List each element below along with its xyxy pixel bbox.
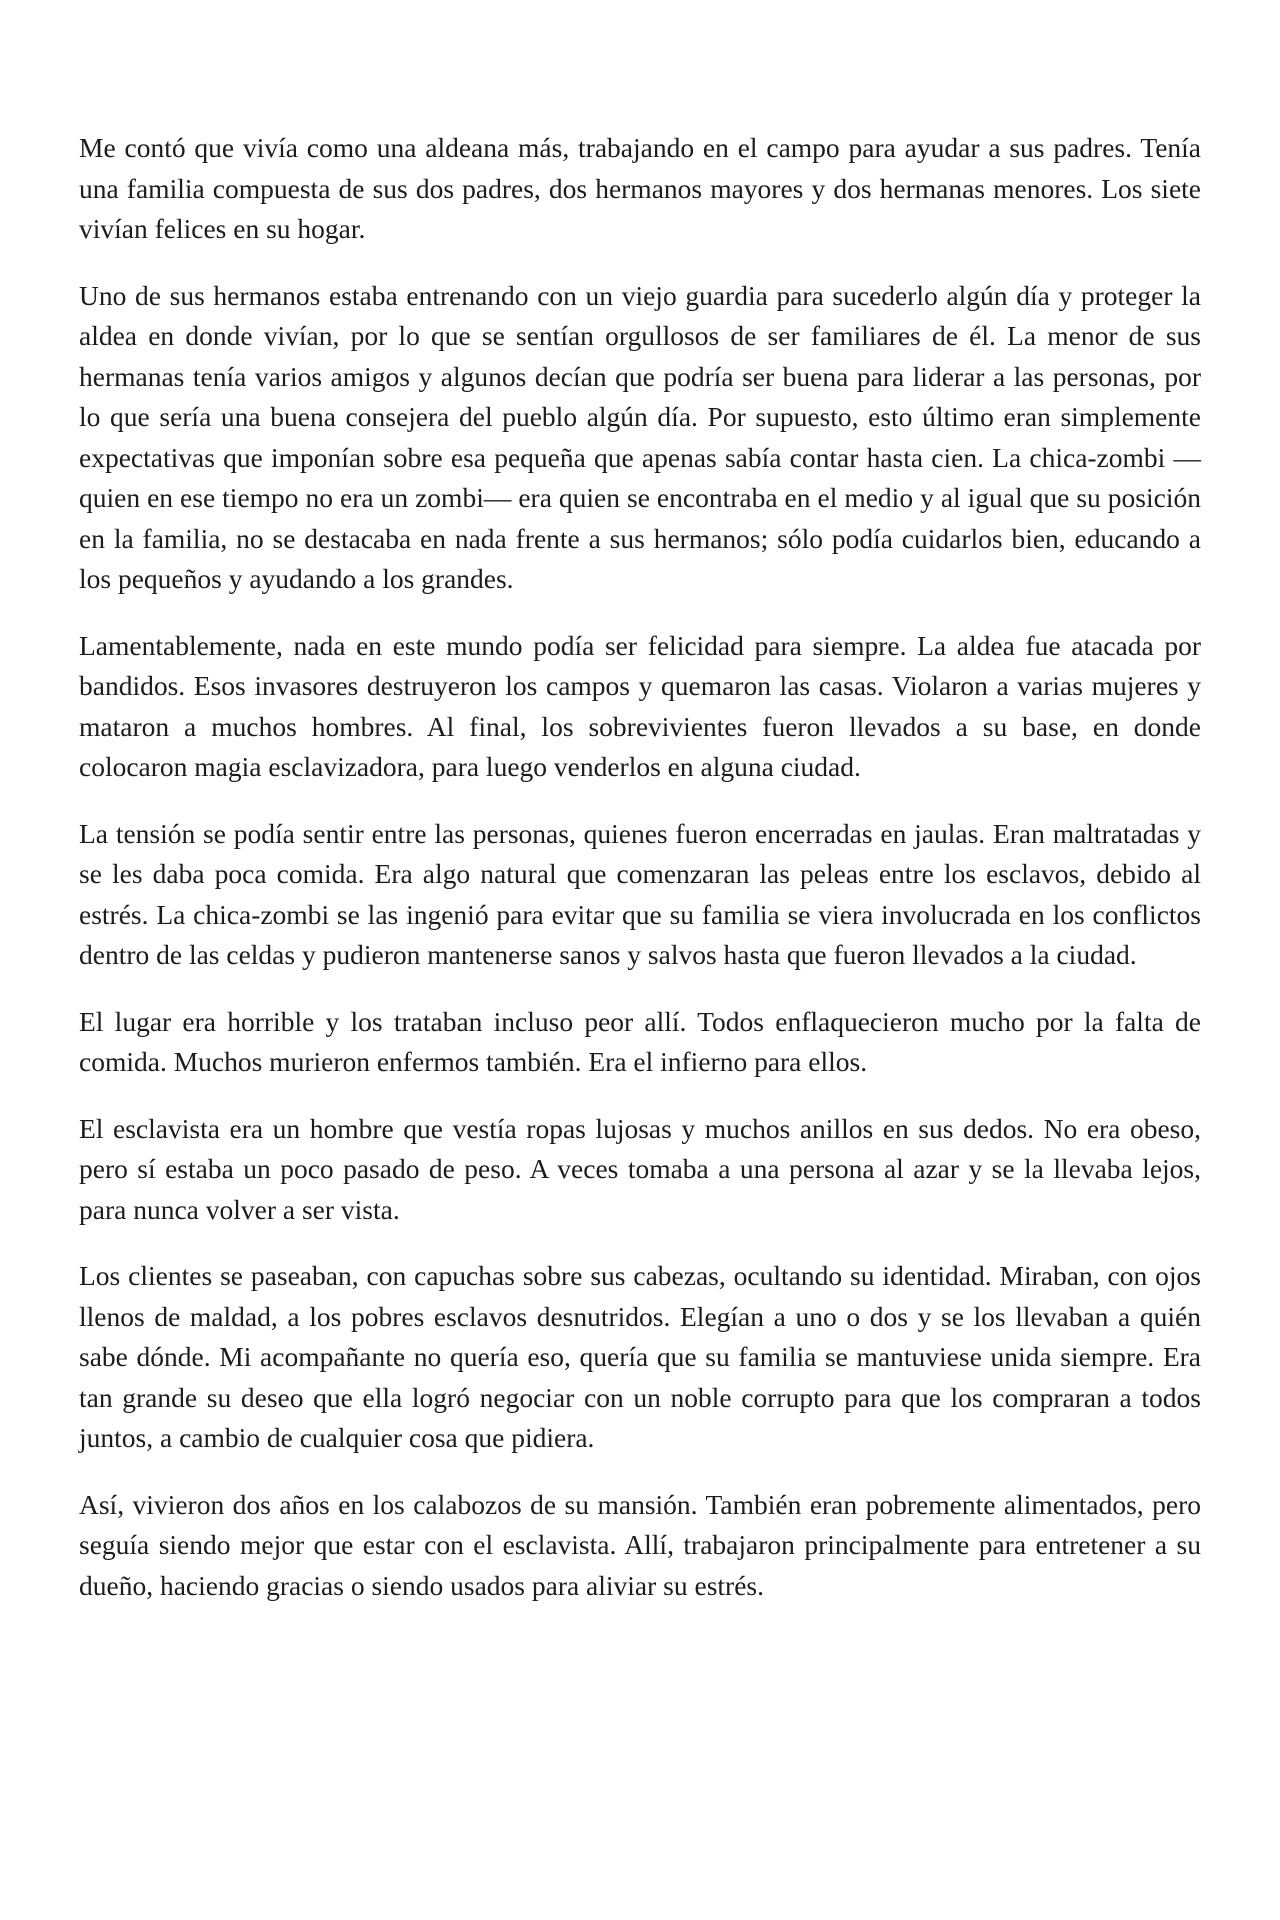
paragraph: El lugar era horrible y los trataban incluso peor allí. Todos enflaquecieron mucho por la falta de comida. Muchos murieron enfermos también. Era el infierno para ellos. xyxy=(79,1005,1201,1077)
paragraph: Lamentablemente, nada en este mundo podía ser felicidad para siempre. La aldea fue atacada por bandidos. Esos invasores destruyeron los campos y quemaron las casas. Violaron a varias mujeres y mataron a muchos hombres. Al final, los sobrevivientes fueron llevados a su base, en donde colocaron magia esclavizadora, para luego venderlos en alguna ciudad. xyxy=(79,629,1201,782)
paragraph: El esclavista era un hombre que vestía ropas lujosas y muchos anillos en sus dedos. No era obeso, pero sí estaba un poco pasado de peso. A veces tomaba a una persona al azar y se la llevaba lejos, para nunca volver a ser vista. xyxy=(79,1112,1201,1225)
paragraph: Me contó que vivía como una aldeana más, trabajando en el campo para ayudar a sus padres. Tenía una familia compuesta de sus dos padres, dos hermanos mayores y dos hermanas menores. Los siete vivían felices en su hogar. xyxy=(79,132,1201,244)
paragraph: La tensión se podía sentir entre las personas, quienes fueron encerradas en jaulas. Eran maltratadas y se les daba poca comida. Era algo natural que comenzaran las peleas entre los esclavos, debido al estrés. La chica-zombi se las ingenió para evitar que su familia se viera involucrada en los conflictos dentro de las celdas y pudieron mantenerse sanos y salvos hasta que fueron llevados a la ciudad. xyxy=(79,817,1201,970)
paragraph: Uno de sus hermanos estaba entrenando con un viejo guardia para sucederlo algún día y proteger la aldea en donde vivían, por lo que se sentían orgullosos de ser familiares de él. La menor de sus hermanas tenía varios amigos y algunos decían que podría ser buena para liderar a las personas, por lo que sería una buena consejera del pueblo algún día. Por supuesto, esto último eran simplemente expectativas que imponían sobre esa pequeña que apenas sabía contar hasta cien. La chica-zombi —quien en ese tiempo no era un zombi— era quien se encontraba en el medio y al igual que su posición en la familia, no se destacaba en nada frente a sus hermanos; sólo podía cuidarlos bien, educando a los pequeños y ayudando a los grandes. xyxy=(79,279,1201,594)
paragraph: Así, vivieron dos años en los calabozos de su mansión. También eran pobremente alimentados, pero seguía siendo mejor que estar con el esclavista. Allí, trabajaron principalmente para entretener a su dueño, haciendo gracias o siendo usados para aliviar su estrés. xyxy=(79,1488,1201,1601)
paragraph: Los clientes se paseaban, con capuchas sobre sus cabezas, ocultando su identidad. Miraban, con ojos llenos de maldad, a los pobres esclavos desnutridos. Elegían a uno o dos y se los llevaban a quién sabe dónde. Mi acompañante no quería eso, quería que su familia se mantuviese unida siempre. Era tan grande su deseo que ella logró negociar con un noble corrupto para que los compraran a todos juntos, a cambio de cualquier cosa que pidiera. xyxy=(79,1260,1201,1453)
document-page xyxy=(79,128,1201,1632)
